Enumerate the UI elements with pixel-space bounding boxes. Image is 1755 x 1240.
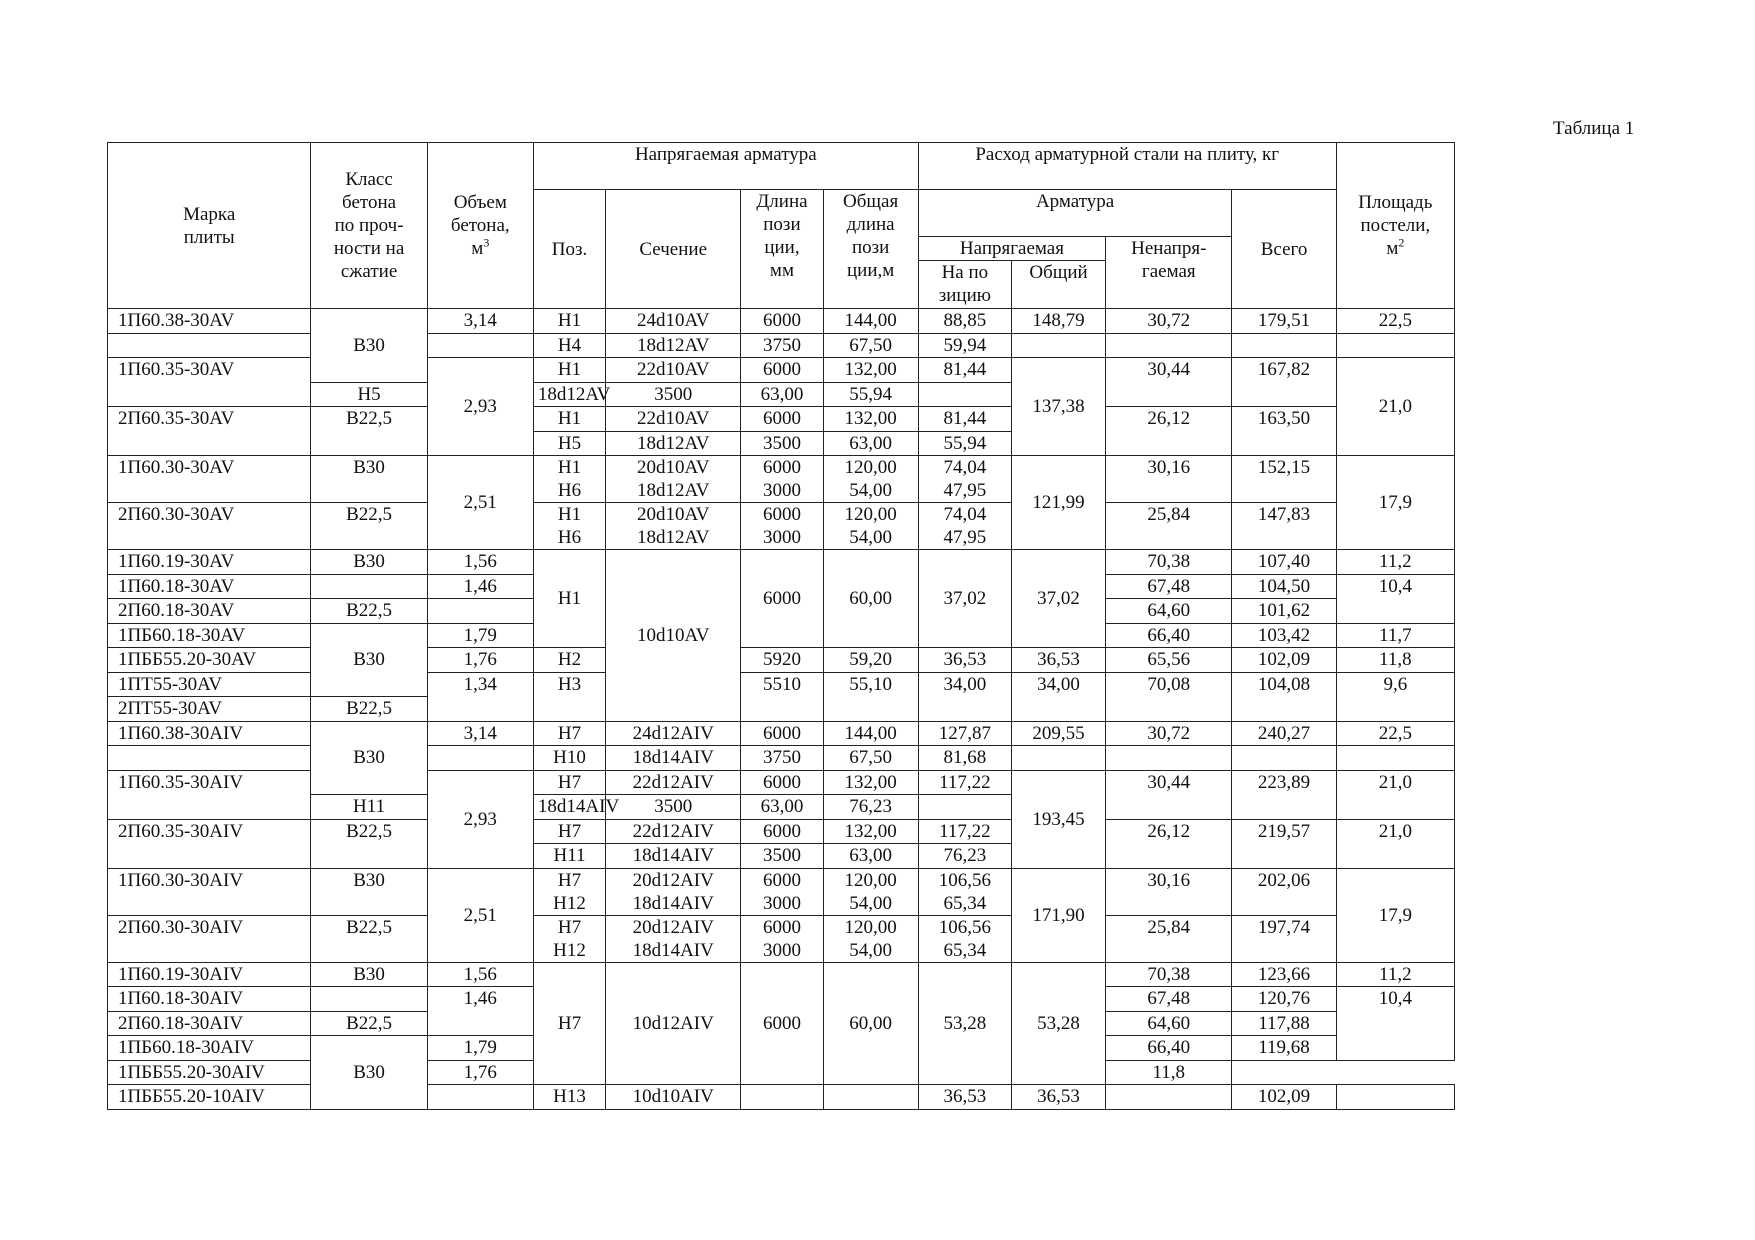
header-bed-area-sup: 2	[1398, 235, 1405, 250]
row-length: 6000 3000	[741, 503, 823, 550]
row-pos: Н7	[533, 819, 605, 844]
row-total: 223,89	[1232, 770, 1336, 819]
row-general: 137,38	[1011, 358, 1105, 456]
row-total-length: 132,00	[823, 819, 918, 844]
row-mark: 1ПББ55.20-10AIV	[108, 1085, 311, 1110]
row-total: 147,83	[1232, 503, 1336, 550]
row-total: 152,15	[1232, 456, 1336, 503]
row-per-position: 55,94	[823, 382, 918, 407]
row-general: 37,02	[1011, 550, 1105, 648]
row-class: В30	[311, 1036, 427, 1110]
row-total: 102,09	[1232, 648, 1336, 673]
row-section: 20d12AIV 18d14AIV	[606, 868, 741, 915]
row-total-length: 63,00	[741, 382, 823, 407]
row-volume: 3,14	[427, 309, 533, 334]
row-bed-area: 11,8	[1106, 1060, 1232, 1085]
row-non-prestressed: 30,72	[1106, 721, 1232, 746]
row-total: 123,66	[1232, 962, 1336, 987]
row-volume: 2,93	[427, 770, 533, 868]
row-volume: 1,76	[427, 648, 533, 673]
row-volume: 2,51	[427, 456, 533, 550]
row-section: 22d12AIV	[606, 770, 741, 795]
row-total: 202,06	[1232, 868, 1336, 915]
row-non-prestressed: 67,48	[1106, 987, 1232, 1012]
row-section: 20d10AV 18d12AV	[606, 456, 741, 503]
row-per-position: 81,44	[918, 358, 1011, 383]
row-non-prestressed: 26,12	[1106, 407, 1232, 456]
row-class	[311, 987, 427, 1012]
row-total: 167,82	[1232, 358, 1336, 407]
row-general: 121,99	[1011, 456, 1105, 550]
header-per-position: На по зицию	[918, 261, 1011, 309]
row-total	[1232, 746, 1336, 771]
row-mark: 2П60.35-30AV	[108, 407, 311, 456]
row-section: 24d12AIV	[606, 721, 741, 746]
row-class: В30	[311, 721, 427, 795]
row-volume: 3,14	[427, 721, 533, 746]
row-per-position: 34,00	[918, 672, 1011, 721]
row-pos: Н5	[311, 382, 427, 407]
row-length: 6000	[741, 550, 823, 648]
row-volume: 2,51	[427, 868, 533, 962]
row-per-position: 76,23	[823, 795, 918, 820]
row-total	[1232, 333, 1336, 358]
row-section: 24d10AV	[606, 309, 741, 334]
row-section: 18d12AV	[533, 382, 605, 407]
row-length: 3750	[741, 746, 823, 771]
row-section: 22d10AV	[606, 358, 741, 383]
row-length: 3500	[606, 382, 741, 407]
row-total: 119,68	[1232, 1036, 1336, 1061]
row-volume: 1,79	[427, 1036, 533, 1061]
row-total: 104,50	[1232, 574, 1336, 599]
row-mark	[108, 333, 311, 358]
row-class: В30	[311, 456, 427, 503]
row-non-prestressed: 66,40	[1106, 623, 1232, 648]
row-volume: 1,46	[427, 574, 533, 599]
row-class: В30	[311, 309, 427, 383]
row-total-length: 120,00 54,00	[823, 868, 918, 915]
row-total-length: 67,50	[823, 746, 918, 771]
row-pos: Н5	[533, 431, 605, 456]
row-per-position: 106,56 65,34	[918, 915, 1011, 962]
row-total-length: 63,00	[741, 795, 823, 820]
row-per-position: 74,04 47,95	[918, 456, 1011, 503]
row-volume	[427, 1085, 533, 1110]
header-pos: Поз.	[533, 190, 605, 309]
row-bed-area: 11,2	[1336, 962, 1454, 987]
row-length: 6000	[741, 358, 823, 383]
row-bed-area: 17,9	[1336, 868, 1454, 962]
row-length: 3500	[741, 844, 823, 869]
row-total-length: 63,00	[823, 844, 918, 869]
row-general	[1011, 333, 1105, 358]
row-per-position: 59,94	[918, 333, 1011, 358]
row-bed-area	[1336, 1085, 1454, 1110]
row-bed-area: 21,0	[1336, 819, 1454, 868]
row-section: 20d10AV 18d12AV	[606, 503, 741, 550]
row-section: 22d10AV	[606, 407, 741, 432]
row-volume	[427, 746, 533, 771]
row-mark: 1П60.38-30AV	[108, 309, 311, 334]
row-mark: 1П60.18-30AIV	[108, 987, 311, 1012]
row-per-position: 106,56 65,34	[918, 868, 1011, 915]
row-total: 163,50	[1232, 407, 1336, 456]
row-non-prestressed: 70,38	[1106, 962, 1232, 987]
row-total: 179,51	[1232, 309, 1336, 334]
row-length: 6000	[741, 309, 823, 334]
row-non-prestressed: 64,60	[1106, 599, 1232, 624]
row-length: 6000 3000	[741, 456, 823, 503]
row-mark: 2П60.35-30AIV	[108, 819, 311, 868]
reinforcement-spec-table	[107, 142, 1455, 1110]
header-prestressed: Напрягаемая	[918, 237, 1105, 261]
row-total-length: 132,00	[823, 407, 918, 432]
row-total-length	[823, 1085, 918, 1110]
header-bed-area	[1336, 143, 1454, 309]
row-non-prestressed: 25,84	[1106, 915, 1232, 962]
row-pos: Н1	[533, 407, 605, 432]
row-per-position: 117,22	[918, 770, 1011, 795]
row-total-length: 132,00	[823, 770, 918, 795]
row-volume	[427, 333, 533, 358]
row-mark: 1П60.35-30AIV	[108, 770, 311, 819]
row-mark	[108, 746, 311, 771]
row-section: 18d14AIV	[533, 795, 605, 820]
row-total: 120,76	[1232, 987, 1336, 1012]
header-non-prestressed: Ненапря- гаемая	[1106, 237, 1232, 309]
row-mark: 1П60.19-30AIV	[108, 962, 311, 987]
row-total: 219,57	[1232, 819, 1336, 868]
row-class: В22,5	[311, 915, 427, 962]
row-section: 22d12AIV	[606, 819, 741, 844]
row-mark: 1П60.18-30AV	[108, 574, 311, 599]
row-total-length: 132,00	[823, 358, 918, 383]
row-pos: Н10	[533, 746, 605, 771]
row-total-length: 120,00 54,00	[823, 915, 918, 962]
row-class: В22,5	[311, 407, 427, 456]
row-bed-area: 9,6	[1336, 672, 1454, 721]
row-pos: Н11	[533, 844, 605, 869]
header-general: Общий	[1011, 261, 1105, 309]
row-per-position: 88,85	[918, 309, 1011, 334]
row-section: 10d10AV	[606, 550, 741, 722]
row-general: 36,53	[1011, 648, 1105, 673]
row-volume: 1,34	[427, 672, 533, 721]
row-total: 101,62	[1232, 599, 1336, 624]
row-mark: 2П60.18-30AV	[108, 599, 311, 624]
row-non-prestressed: 30,16	[1106, 456, 1232, 503]
row-pos: Н7 Н12	[533, 915, 605, 962]
row-non-prestressed	[1106, 746, 1232, 771]
row-non-prestressed: 64,60	[1106, 1011, 1232, 1036]
row-total: 107,40	[1232, 550, 1336, 575]
row-per-position: 36,53	[918, 648, 1011, 673]
row-non-prestressed: 65,56	[1106, 648, 1232, 673]
header-section: Сечение	[606, 190, 741, 309]
row-length: 5510	[741, 672, 823, 721]
row-per-position: 127,87	[918, 721, 1011, 746]
row-bed-area: 22,5	[1336, 309, 1454, 334]
row-total: 102,09	[1232, 1085, 1336, 1110]
row-mark: 1ПББ55.20-30AV	[108, 648, 311, 673]
row-mark: 1П60.38-30AIV	[108, 721, 311, 746]
row-volume: 1,46	[427, 987, 533, 1036]
row-mark: 1ПТ55-30AV	[108, 672, 311, 697]
row-total: 197,74	[1232, 915, 1336, 962]
header-mark: Марка плиты	[108, 143, 311, 309]
header-volume-sup: 3	[483, 235, 490, 250]
row-bed-area	[1336, 333, 1454, 358]
row-length: 6000	[741, 721, 823, 746]
row-section: 10d10AIV	[606, 1085, 741, 1110]
row-section: 10d12AIV	[606, 962, 741, 1085]
row-length: 6000 3000	[741, 915, 823, 962]
row-pos: Н7	[533, 721, 605, 746]
row-general: 34,00	[1011, 672, 1105, 721]
row-length: 6000	[741, 962, 823, 1085]
row-non-prestressed: 66,40	[1106, 1036, 1232, 1061]
row-per-position: 81,44	[918, 407, 1011, 432]
row-bed-area: 10,4	[1336, 987, 1454, 1061]
header-reinforcement: Арматура	[918, 190, 1232, 237]
row-length	[741, 1085, 823, 1110]
row-general: 171,90	[1011, 868, 1105, 962]
row-pos: Н3	[533, 672, 605, 721]
header-volume	[427, 143, 533, 309]
row-bed-area: 21,0	[1336, 358, 1454, 456]
row-class: В22,5	[311, 599, 427, 624]
row-mark: 2П60.30-30AIV	[108, 915, 311, 962]
row-total-length: 60,00	[823, 550, 918, 648]
row-pos: Н1 Н6	[533, 503, 605, 550]
row-pos: Н7	[533, 770, 605, 795]
row-mark: 1П60.30-30AV	[108, 456, 311, 503]
row-bed-area: 10,4	[1336, 574, 1454, 623]
row-general: 209,55	[1011, 721, 1105, 746]
row-section: 18d14AIV	[606, 844, 741, 869]
row-non-prestressed	[1106, 333, 1232, 358]
row-per-position: 76,23	[918, 844, 1011, 869]
row-non-prestressed: 70,08	[1106, 672, 1232, 721]
row-bed-area: 11,8	[1336, 648, 1454, 673]
row-per-position: 36,53	[918, 1085, 1011, 1110]
row-mark: 2ПТ55-30AV	[108, 697, 311, 722]
row-mark: 1П60.30-30AIV	[108, 868, 311, 915]
row-mark: 1ПББ55.20-30AIV	[108, 1060, 311, 1085]
row-non-prestressed: 30,44	[1106, 770, 1232, 819]
row-class: В22,5	[311, 1011, 427, 1036]
header-concrete-class: Класс бетона по проч- ности на сжатие	[311, 143, 427, 309]
row-per-position: 53,28	[918, 962, 1011, 1085]
row-mark: 1ПБ60.18-30AIV	[108, 1036, 311, 1061]
row-volume: 1,79	[427, 623, 533, 648]
row-non-prestressed	[1106, 1085, 1232, 1110]
row-pos: Н11	[311, 795, 427, 820]
row-per-position: 117,22	[918, 819, 1011, 844]
row-total-length: 144,00	[823, 721, 918, 746]
row-total-length: 55,10	[823, 672, 918, 721]
row-general: 36,53	[1011, 1085, 1105, 1110]
row-section: 20d12AIV 18d14AIV	[606, 915, 741, 962]
row-general: 148,79	[1011, 309, 1105, 334]
row-mark: 1ПБ60.18-30AV	[108, 623, 311, 648]
header-total-length: Общая длина пози ции,м	[823, 190, 918, 309]
row-pos: Н7	[533, 962, 605, 1085]
row-pos: Н1 Н6	[533, 456, 605, 503]
row-class: В30	[311, 623, 427, 697]
row-per-position: 74,04 47,95	[918, 503, 1011, 550]
row-section: 18d14AIV	[606, 746, 741, 771]
row-non-prestressed: 25,84	[1106, 503, 1232, 550]
row-total-length: 120,00 54,00	[823, 456, 918, 503]
row-bed-area: 11,2	[1336, 550, 1454, 575]
row-total-length: 120,00 54,00	[823, 503, 918, 550]
row-bed-area	[1336, 746, 1454, 771]
row-total-length: 59,20	[823, 648, 918, 673]
row-non-prestressed: 26,12	[1106, 819, 1232, 868]
row-length: 6000	[741, 407, 823, 432]
row-pos: Н1	[533, 550, 605, 648]
row-volume: 2,93	[427, 358, 533, 456]
row-volume: 1,56	[427, 962, 533, 987]
row-section: 18d12AV	[606, 431, 741, 456]
row-non-prestressed: 30,72	[1106, 309, 1232, 334]
row-pos: Н1	[533, 358, 605, 383]
row-volume	[427, 599, 533, 624]
row-per-position: 81,68	[918, 746, 1011, 771]
row-pos: Н1	[533, 309, 605, 334]
row-total: 240,27	[1232, 721, 1336, 746]
row-mark: 2П60.30-30AV	[108, 503, 311, 550]
row-pos: Н7 Н12	[533, 868, 605, 915]
row-bed-area: 17,9	[1336, 456, 1454, 550]
row-general	[1011, 746, 1105, 771]
row-non-prestressed: 30,16	[1106, 868, 1232, 915]
row-volume: 1,76	[427, 1060, 533, 1085]
row-class: В30	[311, 868, 427, 915]
row-per-position: 55,94	[918, 431, 1011, 456]
row-length: 3500	[606, 795, 741, 820]
row-class: В22,5	[311, 503, 427, 550]
table-caption: Таблица 1	[1553, 118, 1635, 139]
row-class: В22,5	[311, 697, 427, 722]
row-pos: Н13	[533, 1085, 605, 1110]
row-volume: 1,56	[427, 550, 533, 575]
header-bed-area-text: Площадь постели, м	[1358, 192, 1433, 259]
header-volume-text: Объем бетона, м	[450, 192, 510, 259]
row-non-prestressed: 70,38	[1106, 550, 1232, 575]
header-prestressed-group: Напрягаемая арматура	[533, 143, 918, 190]
row-length: 3500	[741, 431, 823, 456]
row-section: 18d12AV	[606, 333, 741, 358]
row-total-length: 67,50	[823, 333, 918, 358]
row-non-prestressed: 30,44	[1106, 358, 1232, 407]
header-steel-group: Расход арматурной стали на плиту, кг	[918, 143, 1336, 190]
row-bed-area: 11,7	[1336, 623, 1454, 648]
row-total-length: 144,00	[823, 309, 918, 334]
row-total-length: 60,00	[823, 962, 918, 1085]
row-total: 104,08	[1232, 672, 1336, 721]
row-total-length: 63,00	[823, 431, 918, 456]
header-pos-length: Длина пози ции, мм	[741, 190, 823, 309]
row-class	[311, 574, 427, 599]
row-length: 6000 3000	[741, 868, 823, 915]
row-non-prestressed: 67,48	[1106, 574, 1232, 599]
header-total: Всего	[1232, 190, 1336, 309]
row-bed-area: 21,0	[1336, 770, 1454, 819]
row-length: 3750	[741, 333, 823, 358]
row-mark: 1П60.35-30AV	[108, 358, 311, 407]
row-class: В30	[311, 962, 427, 987]
row-class: В22,5	[311, 819, 427, 868]
row-length: 6000	[741, 770, 823, 795]
row-mark: 2П60.18-30AIV	[108, 1011, 311, 1036]
row-total: 117,88	[1232, 1011, 1336, 1036]
row-pos: Н4	[533, 333, 605, 358]
row-mark: 1П60.19-30AV	[108, 550, 311, 575]
row-length: 5920	[741, 648, 823, 673]
row-class: В30	[311, 550, 427, 575]
row-pos: Н2	[533, 648, 605, 673]
row-total: 103,42	[1232, 623, 1336, 648]
row-general: 193,45	[1011, 770, 1105, 868]
row-length: 6000	[741, 819, 823, 844]
row-per-position: 37,02	[918, 550, 1011, 648]
row-bed-area: 22,5	[1336, 721, 1454, 746]
row-general: 53,28	[1011, 962, 1105, 1085]
